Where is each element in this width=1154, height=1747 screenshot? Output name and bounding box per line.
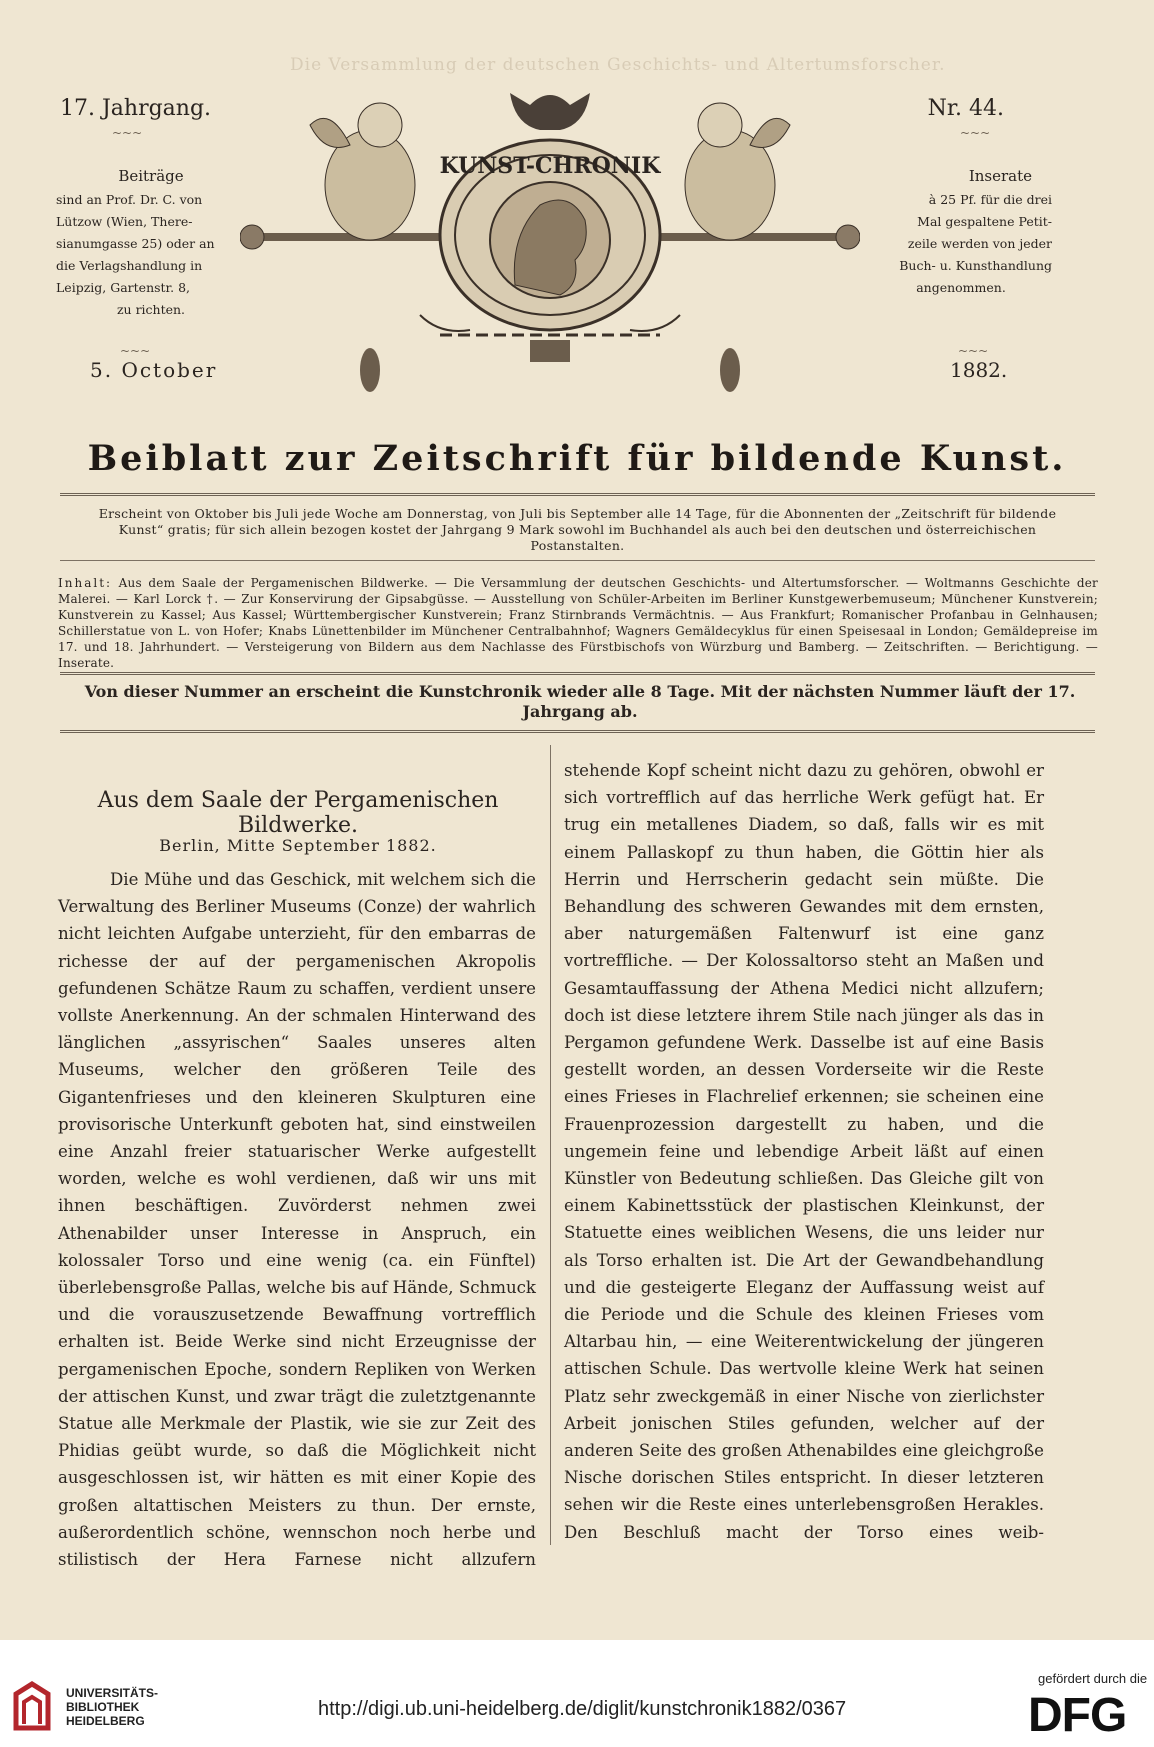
contents-text: Aus dem Saale der Pergamenischen Bildwerke. — Die Versammlung der deutschen Geschichts- und Altertumsforscher. — Woltmanns Geschichte der Malerei. — Karl Lorck †. — Zur Konservirung der Gipsabgüsse. — Ausstellung von Schüler-Arbeiten im Berliner Kunstgewerbemuseum; Münchener Kunstverein; Kunstverein zu Kassel; Aus Kassel; Württembergischer Kunstverein; Franz Stirnbrands Vermächtnis. — Aus Frankfurt; Romanischer Profanbau in Gelnhausen; Schillerstatue von L. von Hofer; Knabs Lünettenbilder im Münchener Centralbahnhof; Wagners Gemäldecyklus für einen Speisesaal in London; Gemäldepreise im 17. und 18. Jahrhundert. — Versteigerung von Bildern aus dem Nachlasse des Fürstbischofs von Würzburg und Bamberg. — Zeitschriften. — Berichtigung. — Inserate. <box>58 576 1098 670</box>
publication-notice: Von dieser Nummer an erscheint die Kunstchronik wieder alle 8 Tage. Mit der nächsten Nummer läuft der 17. Jahrgang ab. <box>84 682 1076 721</box>
article-heading: Aus dem Saale der Pergamenischen Bildwerke. <box>97 788 499 838</box>
permalink-url[interactable]: http://digi.ub.uni-heidelberg.de/diglit/kunstchronik1882/0367 <box>318 1698 847 1720</box>
article-dateline: Berlin, Mitte September 1882. <box>159 836 437 855</box>
contributions-line: Leipzig, Gartenstr. 8, <box>56 280 191 295</box>
advertisements-info <box>870 165 1052 299</box>
article-paragraph: Die Mühe und das Geschick, mit welchem sich die Verwaltung des Berliner Museums (Conze) der wahrlich nicht leichten Aufgabe unterzieht, für den embarras de richesse der auf der pergamenischen Akropolis gefundenen Schätze Raum zu schaffen, verdient unsere vollste Anerkennung. An der schmalen Hinterwand des länglichen „assyrischen“ Saales unseres alten Museums, welcher den größeren Teile des Gigantenfrieses und den kleineren Skulpturen eine provisorische Unterkunft geboten hat, sind einstweilen eine Anzahl freier statuarischer Werke aufgestellt worden, welche es wohl verdienen, daß wir uns mit ihnen beschäftigen. Zuvörderst nehmen zwei Athenabilder unser Interesse in Anspruch, ein kolossaler Torso und eine wenig (ca. ein Fünftel) überlebensgroße Pallas, welche bis auf Hände, Schmuck und die vorauszusetzende Bewaffnung vortrefflich erhalten ist. Beide Werke sind nicht Erzeugnisse der pergamenischen Epoche, sondern Repliken von Werken der attischen Kunst, und zwar trägt die zuletztgenannte Statue alle Merkmale der Plastik, wie sie zur Zeit des Phidias geübt wurde, so daß die Möglichkeit nicht ausgeschlossen ist, wir hätten es mit einer Kopie des großen altattischen Meisters zu thun. Der ernste, außerordentlich schöne, wennschon noch herbe und stilistisch der Hera Farnese nicht allzufern <box>58 870 536 1570</box>
contributions-line: die Verlagshandlung in <box>56 258 203 273</box>
contributions-line: Lützow (Wien, There- <box>56 214 193 229</box>
ornament-swirl: ~~~ <box>120 344 151 358</box>
university-library-name <box>66 1686 158 1728</box>
contents-label: Inhalt: <box>58 576 113 590</box>
advertisements-line: Buch- u. Kunsthandlung <box>899 258 1052 273</box>
emblem-text: KUNST-CHRONIK <box>439 153 661 179</box>
contributions-line: zu richten. <box>116 302 186 317</box>
contributions-heading: Beiträge <box>118 167 184 185</box>
university-name-line: UNIVERSITÄTS- <box>66 1686 159 1700</box>
article-left-column <box>58 866 536 1573</box>
university-library-logo <box>10 1680 54 1734</box>
ornament-swirl: ~~~ <box>960 126 991 140</box>
funding-note: gefördert durch die <box>1038 1671 1148 1686</box>
publication-info: Erscheint von Oktober bis Juli jede Woche am Donnerstag, von Juli bis September alle 14 Tage, für die Abonnenten der „Zeitschrift für bildende Kunst“ gratis; für sich allein bezogen kostet der Jahrgang 9 Mark sowohl im Buchhandel als auch bei den deutschen und österreichischen Postanstalten. <box>98 506 1057 553</box>
divider <box>60 730 1095 733</box>
contributions-line: sind an Prof. Dr. C. von <box>56 192 203 207</box>
university-name-line: BIBLIOTHEK <box>66 1700 140 1714</box>
ornament-swirl: ~~~ <box>958 344 989 358</box>
divider <box>60 672 1095 675</box>
publication-title: Beiblatt zur Zeitschrift für bildende Kunst. <box>87 438 1067 479</box>
ornament-swirl: ~~~ <box>112 126 143 140</box>
issue-number: Nr. 44. <box>927 96 1004 121</box>
kunstchronik-emblem-illustration <box>240 85 860 435</box>
divider <box>60 560 1095 561</box>
issue-year: 1882. <box>950 358 1008 382</box>
divider <box>60 493 1095 496</box>
volume-label: 17. Jahrgang. <box>60 96 212 121</box>
advertisements-line: à 25 Pf. für die drei <box>928 192 1052 207</box>
library-footer <box>0 1640 1154 1747</box>
article-paragraph: stehende Kopf scheint nicht dazu zu gehören, obwohl er sich vortrefflich auf das herrliche Werk gefügt hat. Er trug ein metallenes Diadem, so daß, falls wir es mit einem Pallaskopf zu thun haben, die Göttin hier als Herrin und Herrscherin gedacht sein müßte. Die Behandlung des schweren Gewandes mit dem ernsten, aber naturgemäßen Faltenwurf ist eine ganz vortreffliche. — Der Kolossaltorso steht an Maßen und Gesamtauffassung der Athena Medici nicht allzufern; doch ist diese letztere ihrem Stile nach jünger als das in Pergamon gefundene Werk. Dasselbe ist auf eine Basis gestellt worden, an dessen Vorderseite wir die Reste eines Frieses in Flachrelief erkennen; sie scheinen eine Frauenprozession dargestellt zu haben, und die ungemein feine und lebendige Arbeit läßt auf einen Künstler von Bedeutung schließen. Das Gleiche gilt von einem Kabinettsstück der plastischen Kleinkunst, der Statuette eines weiblichen Wesens, die uns leider nur als Torso erhalten ist. Die Art der Gewandbehandlung und die gesteigerte Eleganz der Auffassung weist auf die Periode und die Schule des kleinen Frieses vom Altarbau hin, — eine Weiterentwickelung der jüngeren attischen Schule. Das wertvolle kleine Werk hat seinen Platz sehr zweckgemäß in einer Nische von zierlichster Arbeit jonischen Stiles gefunden, welcher auf der anderen Seite des großen Athenabildes eine gleichgroße Nische dorischen Stiles entspricht. In dieser letzteren sehen wir die Reste eines unterlebensgroßen Herakles. Den Beschluß macht der Torso eines weib- <box>564 761 1044 1542</box>
contributions-info <box>56 165 246 321</box>
faded-running-head: Die Versammlung der deutschen Geschichts- und Altertumsforscher. <box>290 55 946 75</box>
advertisements-line: zeile werden von jeder <box>907 236 1052 251</box>
advertisements-heading: Inserate <box>968 167 1032 185</box>
article-right-column <box>564 757 1044 1546</box>
issue-date: 5. October <box>90 358 218 382</box>
dfg-logo: DFG <box>1028 1689 1127 1742</box>
advertisements-line: angenommen. <box>916 280 1006 295</box>
column-divider <box>550 745 551 1545</box>
contributions-line: sianumgasse 25) oder an <box>56 236 215 251</box>
advertisements-line: Mal gespaltene Petit- <box>917 214 1052 229</box>
university-name-line: HEIDELBERG <box>66 1714 145 1728</box>
table-of-contents <box>58 575 1098 671</box>
